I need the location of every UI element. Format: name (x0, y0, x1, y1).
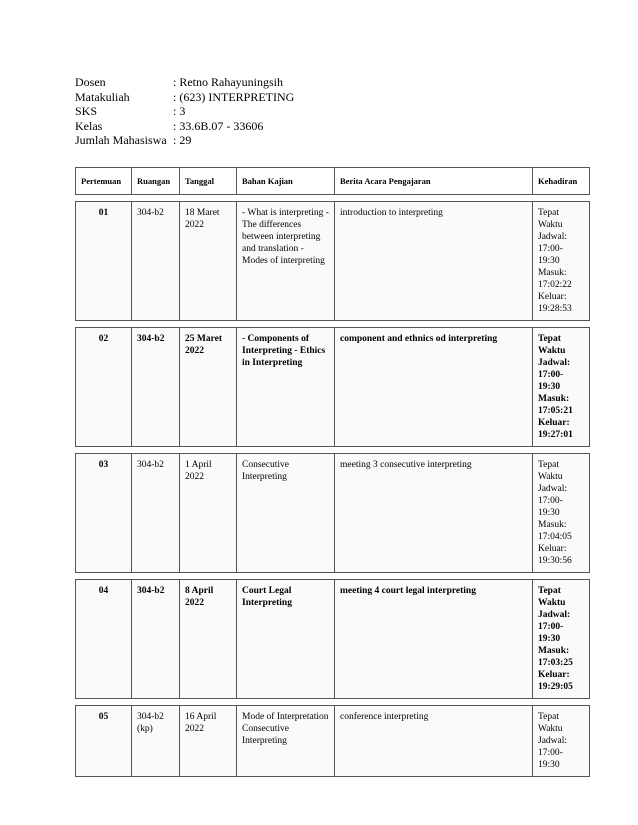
cell-ruangan: 304-b2 (kp) (132, 706, 180, 777)
cell-bahan-kajian: - What is interpreting - The differences between interpreting and translation - Modes of interpreting (237, 202, 335, 321)
cell-tanggal: 1 April 2022 (180, 454, 237, 573)
header-tanggal: Tanggal (180, 168, 237, 195)
table-header-row (76, 168, 590, 195)
cell-berita-acara: meeting 4 court legal interpreting (335, 580, 533, 699)
info-label: Matakuliah (75, 89, 130, 104)
course-info (75, 75, 294, 148)
header-berita-acara: Berita Acara Pengajaran (335, 168, 533, 195)
cell-ruangan: 304-b2 (132, 580, 180, 699)
cell-pertemuan: 01 (76, 202, 132, 321)
info-row-sks (75, 104, 294, 119)
cell-tanggal: 8 April 2022 (180, 580, 237, 699)
cell-bahan-kajian: Consecutive Interpreting (237, 454, 335, 573)
table-row (76, 706, 590, 777)
cell-pertemuan: 02 (76, 328, 132, 447)
cell-bahan-kajian: Mode of Interpretation Consecutive Interpreting (237, 706, 335, 777)
cell-berita-acara: meeting 3 consecutive interpreting (335, 454, 533, 573)
cell-ruangan: 304-b2 (132, 202, 180, 321)
table-row (76, 202, 590, 321)
cell-berita-acara: introduction to interpreting (335, 202, 533, 321)
info-row-matakuliah (75, 90, 294, 105)
table-row (76, 454, 590, 573)
info-label: Dosen (75, 75, 106, 89)
cell-bahan-kajian: Court Legal Interpreting (237, 580, 335, 699)
info-value: : 3 (173, 104, 186, 118)
info-row-jumlah-mahasiswa (75, 133, 294, 148)
info-row-dosen (75, 75, 294, 90)
cell-pertemuan: 03 (76, 454, 132, 573)
table-row (76, 580, 590, 699)
info-value: : (623) INTERPRETING (173, 89, 295, 104)
cell-kehadiran: Tepat Waktu Jadwal: 17:00-19:30 Masuk: 17:04:05 Keluar: 19:30:56 (533, 454, 590, 573)
table-row (76, 328, 590, 447)
cell-bahan-kajian: - Components of Interpreting - Ethics in Interpreting (237, 328, 335, 447)
header-pertemuan: Pertemuan (76, 168, 132, 195)
cell-tanggal: 18 Maret 2022 (180, 202, 237, 321)
info-value: : Retno Rahayuningsih (173, 75, 283, 89)
info-label: Jumlah Mahasiswa (75, 133, 167, 147)
attendance-table (75, 167, 590, 777)
info-label: SKS (75, 104, 98, 118)
cell-tanggal: 16 April 2022 (180, 706, 237, 777)
info-label: Kelas (75, 118, 103, 133)
cell-ruangan: 304-b2 (132, 454, 180, 573)
header-kehadiran: Kehadiran (533, 168, 590, 195)
header-bahan-kajian: Bahan Kajian (237, 168, 335, 195)
cell-kehadiran: Tepat Waktu Jadwal: 17:00-19:30 Masuk: 17:05:21 Keluar: 19:27:01 (533, 328, 590, 447)
cell-kehadiran: Tepat Waktu Jadwal: 17:00-19:30 Masuk: 17:02:22 Keluar: 19:28:53 (533, 202, 590, 321)
cell-kehadiran: Tepat Waktu Jadwal: 17:00-19:30 Masuk: 17:03:25 Keluar: 19:29:05 (533, 580, 590, 699)
cell-pertemuan: 05 (76, 706, 132, 777)
cell-kehadiran: Tepat Waktu Jadwal: 17:00-19:30 (533, 706, 590, 777)
cell-pertemuan: 04 (76, 580, 132, 699)
cell-ruangan: 304-b2 (132, 328, 180, 447)
header-ruangan: Ruangan (132, 168, 180, 195)
cell-berita-acara: conference interpreting (335, 706, 533, 777)
info-value: : 33.6B.07 - 33606 (173, 118, 264, 133)
info-row-kelas (75, 119, 294, 134)
cell-berita-acara: component and ethnics od interpreting (335, 328, 533, 447)
info-value: : 29 (173, 133, 192, 147)
cell-tanggal: 25 Maret 2022 (180, 328, 237, 447)
